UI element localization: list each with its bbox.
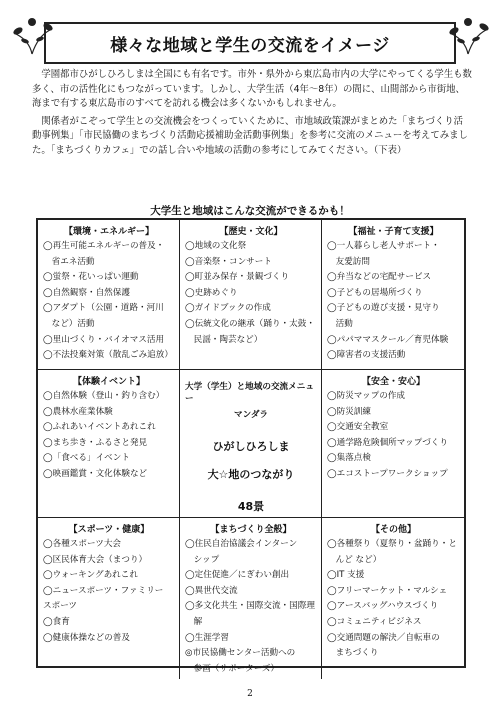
item-list (43, 239, 175, 364)
list-item: ◯集落点検 (327, 453, 371, 464)
cell-experience-events (38, 370, 180, 518)
list-item: ◯地域の文化祭 (185, 241, 247, 251)
list-item: ◯「食べる」イベント (43, 453, 130, 464)
cell-safety (322, 370, 464, 518)
cell-title: 【その他】 (370, 525, 416, 535)
center-city-name: ひがしひろしま (212, 440, 290, 453)
list-item: ◯自然観察・自然保護 (43, 287, 130, 298)
list-item: ◯通学路危険個所マップづくり (327, 437, 448, 448)
list-item: ◯子どもの遊び支援・見守り (327, 303, 440, 314)
center-slogan: 大☆地のつながり (207, 468, 295, 481)
list-item: 参画（サポーターズ） (185, 663, 280, 674)
list-item: ◯蛍祭・花いっぱい運動 (43, 272, 139, 283)
item-list (327, 389, 460, 483)
list-item: ◯ふれあいイベントあれこれ (43, 422, 156, 433)
list-item: ◯交通問題の解決／自転車の (327, 632, 440, 643)
item-list (43, 389, 175, 483)
list-item: スポーツ (43, 601, 78, 612)
list-item: ◯多文化共生・国際交流・国際理 (185, 601, 315, 612)
list-item: ◎市民協働センター活動への (185, 648, 296, 659)
list-item: ◯ウォーキングあれこれ (43, 570, 138, 581)
list-item: ◯アダプト（公園・道路・河川 (43, 303, 164, 314)
list-item: ◯里山づくり・バイオマス活用 (43, 334, 165, 345)
cell-title: 【安全・安心】 (361, 377, 425, 387)
intro-text (32, 68, 472, 162)
list-item: 解 (185, 616, 203, 627)
list-item: ◯ニュースポーツ・ファミリー (43, 585, 164, 596)
list-item: ◯各種祭り（夏祭り・盆踊り・と (327, 539, 457, 549)
list-item: ◯まち歩き・ふるさと発見 (43, 437, 148, 448)
list-item: 活動 (327, 318, 353, 329)
center-heading: 大学（学生）と地域の交流メニュー (185, 382, 314, 404)
intro-paragraph: 学園都市ひがしひろしまは全国にも有名です。市外・県外から東広島市内の大学にやってくる学生も数多く、市の活性化にもつながっています。しかし、大学生活（4年〜8年）の間に、山間部から市街地、海まで有する東広島市のすべてを訪れる機会は多くないかもしれません。 (32, 69, 472, 110)
exchange-menu-mandala (36, 218, 466, 674)
list-item: ◯防災訓練 (327, 406, 371, 417)
cell-title: 【環境・エネルギー】 (63, 227, 154, 237)
list-item: ◯不法投棄対策（散乱ごみ追放） (43, 350, 173, 361)
cell-title: 【福祉・子育て支援】 (348, 227, 439, 237)
list-item: ◯各種スポーツ大会 (43, 539, 122, 549)
center-subheading: マンダラ (233, 410, 269, 420)
list-item: ◯IT 支援 (327, 570, 365, 581)
item-list (185, 239, 317, 348)
item-list (43, 537, 175, 646)
list-item: ◯史跡めぐり (185, 287, 238, 298)
list-item: ◯コミュニティビジネス (327, 616, 422, 627)
item-list (185, 537, 317, 677)
intro-paragraph: 関係者がこぞって学生との交流機会をつくっていくために、市地域政策課がまとめた「まちづくり活動事例集」「市民協働のまちづくり活動応援補助金活動事例集」を参考に交流のメニューを考えてみました。「まちづくりカフェ」での話し合いや地域の活動の参考にしてみてください。（下表） (32, 115, 468, 156)
page-number: 2 (247, 689, 253, 699)
list-item: ◯住民自治協議会インターン (185, 539, 298, 549)
cell-title: 【歴史・文化】 (219, 227, 283, 237)
center-count: 48景 (237, 500, 265, 513)
list-item: ◯フリーマーケット・マルシェ (327, 585, 448, 596)
cell-environment (38, 220, 180, 370)
list-item: ◯一人暮らし老人サポート・ (327, 241, 440, 251)
cell-sports-health (38, 518, 180, 679)
list-item: ◯弁当などの宅配サービス (327, 272, 432, 283)
list-item: 省エネ活動 (43, 256, 95, 267)
list-item: ◯ガイドブックの作成 (185, 303, 271, 314)
cell-other (322, 518, 464, 679)
cell-welfare (322, 220, 464, 370)
page-title: 様々な地域と学生の交流をイメージ (110, 35, 390, 56)
list-item: ◯異世代交流 (185, 585, 238, 596)
list-item: ◯防災マップの作成 (327, 391, 406, 401)
title-banner (44, 22, 456, 64)
cell-center-mandala (180, 370, 322, 518)
list-item: 友愛訪問 (327, 256, 370, 267)
list-item: ◯アースバッグハウスづくり (327, 601, 439, 612)
list-item: ◯映画鑑賞・文化体験など (43, 468, 148, 479)
list-item: ◯健康体操などの普及 (43, 632, 130, 643)
list-item: まちづくり (327, 648, 379, 659)
list-item: ◯伝統文化の継承（踊り・太鼓・ (185, 318, 315, 329)
cell-title: 【体験イベント】 (72, 377, 145, 387)
list-item: ◯再生可能エネルギーの普及・ (43, 241, 165, 251)
list-item: ◯食育 (43, 616, 70, 627)
list-item: ◯定住促進／にぎわい創出 (185, 570, 290, 581)
list-item: ◯自然体験（登山・釣り含む） (43, 391, 165, 401)
table-caption: 大学生と地域はこんな交流ができるかも！ (150, 205, 350, 217)
list-item: 民謡・陶芸など） (185, 334, 263, 345)
list-item: ◯障害者の支援活動 (327, 350, 406, 361)
cell-title: 【まちづくり全般】 (210, 525, 292, 535)
item-list (327, 537, 460, 662)
item-list (327, 239, 460, 364)
list-item: ◯区民体育大会（まつり） (43, 554, 148, 565)
list-item: んど など） (327, 554, 382, 565)
cell-history-culture (180, 220, 322, 370)
list-item: シップ (185, 554, 220, 565)
list-item: ◯音楽祭・コンサート (185, 256, 272, 267)
list-item: ◯交通安全教室 (327, 422, 389, 433)
list-item: ◯子どもの居場所づくり (327, 287, 423, 298)
list-item: ◯パパママスクール／育児体験 (327, 334, 449, 345)
cell-title: 【スポーツ・健康】 (68, 525, 150, 535)
list-item: ◯農林水産業体験 (43, 406, 113, 417)
list-item: ◯町並み保存・景観づくり (185, 272, 290, 283)
list-item: ◯エコストープワークショップ (327, 468, 448, 479)
list-item: など）活動 (43, 318, 95, 329)
cell-town-planning (180, 518, 322, 679)
list-item: ◯生涯学習 (185, 632, 229, 643)
